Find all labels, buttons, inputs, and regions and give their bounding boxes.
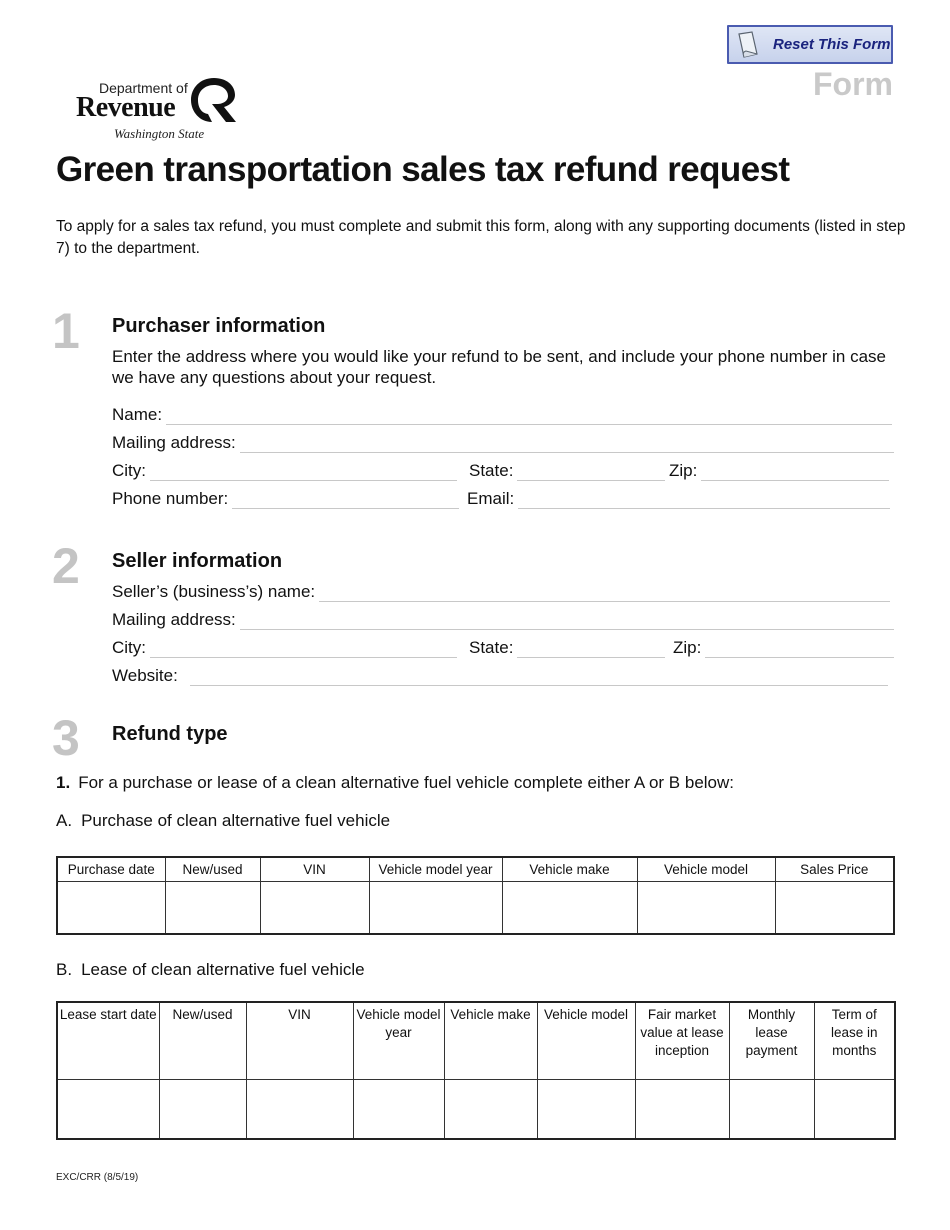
lease-heading-letter: B. (56, 960, 73, 979)
seller-mailing-input[interactable] (240, 612, 894, 630)
purchaser-state-input[interactable] (517, 463, 665, 481)
seller-zip-field (673, 634, 894, 658)
purchaser-city-row (112, 457, 894, 481)
purchaser-name-input[interactable] (166, 407, 892, 425)
purchase-col-model: Vehicle model (637, 857, 775, 881)
purchase-col-sales-price: Sales Price (775, 857, 894, 881)
purchaser-email-input[interactable] (518, 491, 890, 509)
purchase-heading-letter: A. (56, 811, 73, 830)
seller-state-field (469, 634, 665, 658)
purchaser-mailing-input[interactable] (240, 435, 894, 453)
purchaser-zip-input[interactable] (701, 463, 889, 481)
lease-col-vin: VIN (246, 1002, 353, 1079)
seller-zip-label: Zip: (673, 638, 702, 657)
lease-col-make: Vehicle make (444, 1002, 537, 1079)
seller-city-label: City: (112, 638, 146, 657)
seller-zip-input[interactable] (705, 640, 894, 658)
lease-new-used-cell[interactable] (159, 1079, 246, 1139)
seller-mailing-row (112, 606, 894, 630)
purchaser-email-label: Email: (467, 489, 515, 508)
lease-table (56, 1001, 896, 1140)
lease-monthly-payment-cell[interactable] (729, 1079, 814, 1139)
purchase-new-used-cell[interactable] (165, 881, 260, 934)
purchaser-email-field (467, 485, 890, 509)
purchaser-zip-field (669, 457, 889, 481)
purchase-vin-cell[interactable] (260, 881, 369, 934)
seller-name-input[interactable] (319, 584, 890, 602)
lease-col-new-used: New/used (159, 1002, 246, 1079)
purchaser-name-field (112, 401, 892, 425)
lease-model-year-cell[interactable] (353, 1079, 444, 1139)
lease-col-fair-market-value: Fair market value at lease inception (635, 1002, 729, 1079)
logo-line-2: Revenue (76, 92, 176, 123)
revenue-mark-icon (188, 76, 240, 124)
lease-fair-market-value-cell[interactable] (635, 1079, 729, 1139)
seller-mailing-label: Mailing address: (112, 610, 236, 629)
seller-website-field (112, 662, 888, 686)
purchase-make-cell[interactable] (502, 881, 637, 934)
purchaser-phone-row (112, 485, 894, 509)
seller-state-label: State: (469, 638, 514, 657)
lease-heading-text: Lease of clean alternative fuel vehicle (81, 960, 365, 979)
purchaser-city-input[interactable] (150, 463, 457, 481)
seller-city-input[interactable] (150, 640, 457, 658)
lease-term-cell[interactable] (814, 1079, 895, 1139)
purchaser-zip-label: Zip: (669, 461, 698, 480)
purchase-sales-price-cell[interactable] (775, 881, 894, 934)
section-title-purchaser: Purchaser information (112, 315, 326, 337)
purchaser-name-label: Name: (112, 405, 163, 424)
seller-website-row (112, 662, 894, 686)
step-number-1: 1 (52, 303, 80, 359)
reset-form-label: Reset This Form (773, 36, 891, 53)
step-number-3: 3 (52, 710, 80, 766)
lease-col-start-date: Lease start date (57, 1002, 159, 1079)
purchaser-mailing-label: Mailing address: (112, 433, 236, 452)
seller-mailing-field (112, 606, 894, 630)
purchaser-name-row (112, 401, 894, 425)
purchase-table-input-row (57, 881, 894, 934)
purchase-model-cell[interactable] (637, 881, 775, 934)
seller-name-row (112, 578, 894, 602)
purchaser-city-label: City: (112, 461, 146, 480)
purchase-col-purchase-date: Purchase date (57, 857, 165, 881)
lease-col-term: Term of lease in months (814, 1002, 895, 1079)
seller-state-input[interactable] (517, 640, 665, 658)
purchase-col-model-year: Vehicle model year (369, 857, 502, 881)
purchase-table (56, 856, 895, 935)
seller-website-input[interactable] (190, 668, 888, 686)
lease-col-model-year: Vehicle model year (353, 1002, 444, 1079)
refund-item-1-text: For a purchase or lease of a clean alternative fuel vehicle complete either A or B below: (78, 773, 734, 792)
logo-line-3: Washington State (114, 126, 205, 141)
purchaser-state-label: State: (469, 461, 514, 480)
purchase-table-header-row (57, 857, 894, 881)
purchaser-state-field (469, 457, 665, 481)
seller-name-field (112, 578, 890, 602)
step-number-2: 2 (52, 538, 80, 594)
seller-city-field (112, 634, 457, 658)
purchase-date-cell[interactable] (57, 881, 165, 934)
refund-item-1-number: 1. (56, 773, 71, 792)
page-title: Green transportation sales tax refund request (56, 150, 790, 189)
lease-table-input-row (57, 1079, 895, 1139)
seller-website-label: Website: (112, 666, 178, 685)
purchase-heading (56, 811, 390, 831)
dor-logo (76, 76, 246, 146)
purchase-col-make: Vehicle make (502, 857, 637, 881)
page-icon (735, 30, 761, 60)
purchase-heading-text: Purchase of clean alternative fuel vehicle (81, 811, 391, 830)
lease-start-date-cell[interactable] (57, 1079, 159, 1139)
intro-text: To apply for a sales tax refund, you must complete and submit this form, along with any supporting documents (listed in step 7) to the department. (56, 218, 906, 257)
lease-col-model: Vehicle model (537, 1002, 635, 1079)
lease-table-header-row (57, 1002, 895, 1079)
purchase-model-year-cell[interactable] (369, 881, 502, 934)
logo-line-1: Department of (99, 80, 188, 96)
lease-heading (56, 960, 365, 980)
lease-make-cell[interactable] (444, 1079, 537, 1139)
purchaser-phone-field (112, 485, 459, 509)
seller-city-row (112, 634, 894, 658)
purchase-col-new-used: New/used (165, 857, 260, 881)
purchaser-mailing-field (112, 429, 894, 453)
purchaser-phone-label: Phone number: (112, 489, 229, 508)
seller-name-label: Seller’s (business’s) name: (112, 582, 316, 601)
purchaser-phone-input[interactable] (232, 491, 459, 509)
refund-item-1 (56, 773, 734, 793)
reset-form-button[interactable] (727, 25, 893, 64)
form-code-footer: EXC/CRR (8/5/19) (56, 1172, 139, 1183)
purchase-col-vin: VIN (260, 857, 369, 881)
form-watermark: Form (813, 66, 893, 102)
section-description-purchaser: Enter the address where you would like your refund to be sent, and include your phone number in case we have any questions about your request. (112, 347, 886, 387)
purchaser-mailing-row (112, 429, 894, 453)
lease-col-monthly-payment: Monthly lease payment (729, 1002, 814, 1079)
section-title-seller: Seller information (112, 550, 283, 572)
purchaser-city-field (112, 457, 457, 481)
section-title-refund-type: Refund type (112, 723, 228, 745)
lease-vin-cell[interactable] (246, 1079, 353, 1139)
lease-model-cell[interactable] (537, 1079, 635, 1139)
